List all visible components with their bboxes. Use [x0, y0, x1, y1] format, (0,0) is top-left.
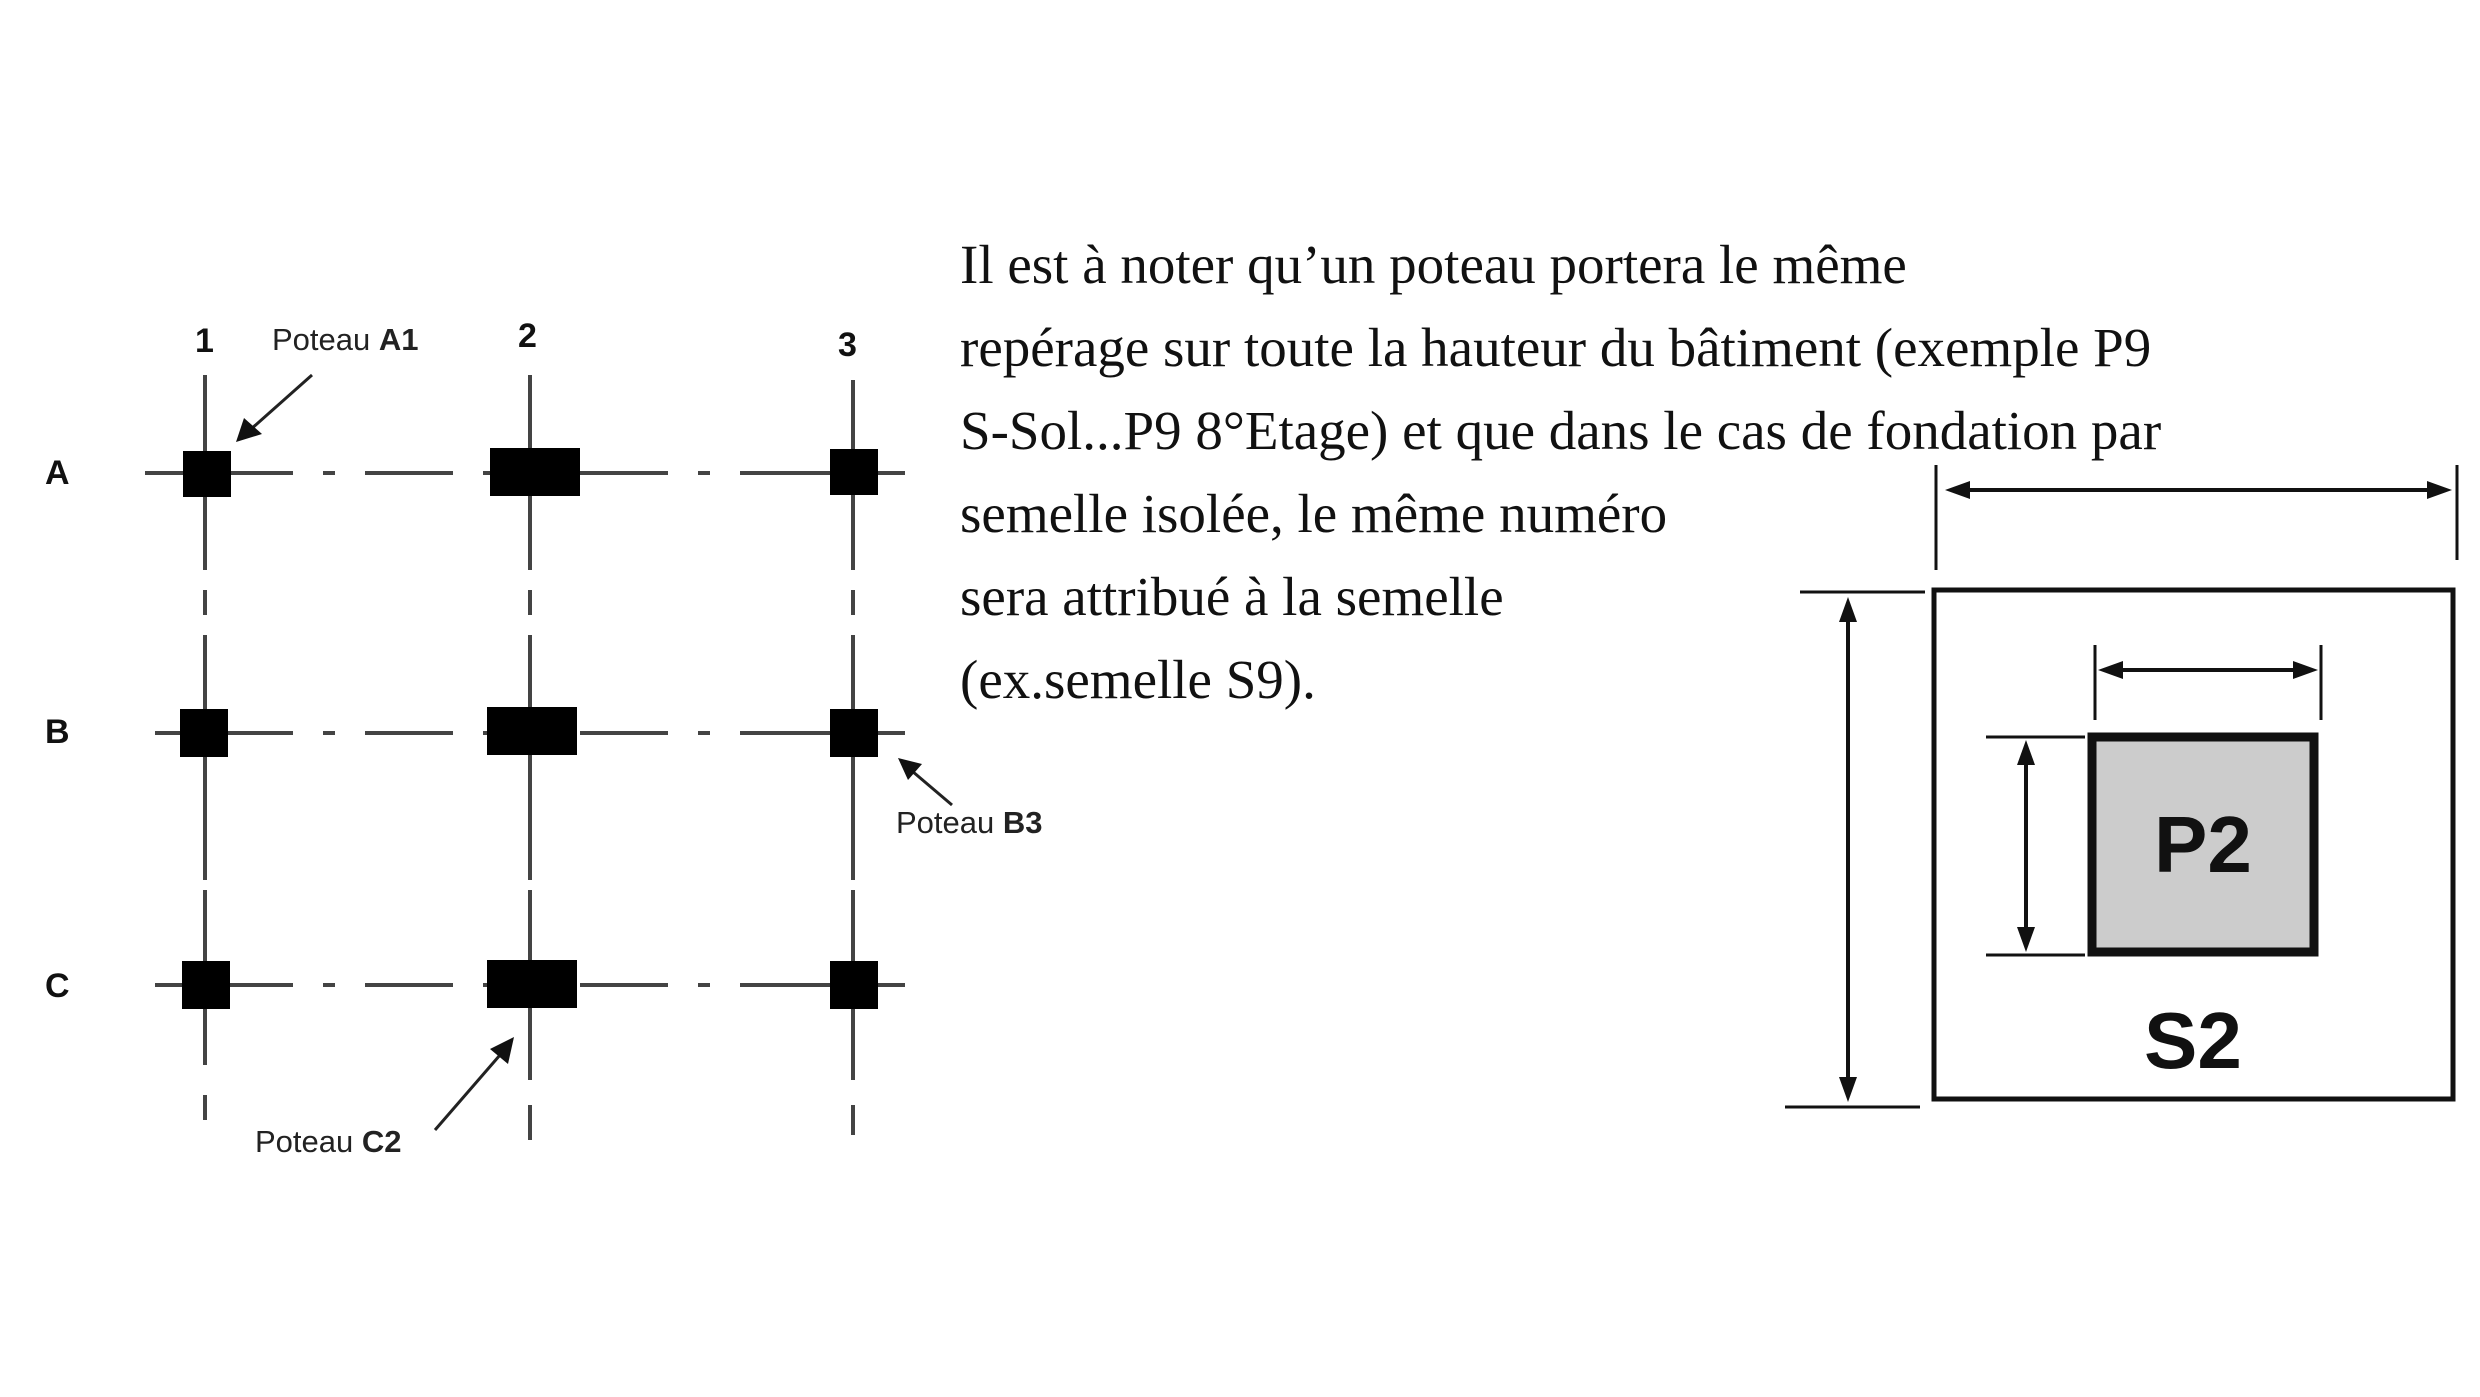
leader-a1: [250, 375, 312, 430]
callout-poteau-b3: Poteau B3: [896, 805, 1043, 840]
column-b1: [180, 709, 228, 757]
footing-detail: [1785, 465, 2457, 1107]
note-line-5: sera attribué à la semelle: [960, 566, 1504, 627]
arrowhead-c2: [490, 1037, 514, 1064]
footing-height-arrow-top: [1839, 597, 1857, 622]
footing-width-arrow-left: [1945, 481, 1970, 499]
footing-label: S2: [2144, 996, 2242, 1085]
column-b2: [487, 707, 577, 755]
note-line-4: semelle isolée, le même numéro: [960, 483, 1668, 544]
column-c3: [830, 961, 878, 1009]
row-letter-a: A: [45, 454, 70, 492]
column-a1: [183, 451, 231, 497]
column-c1: [182, 961, 230, 1009]
footing-height-arrow-bottom: [1839, 1077, 1857, 1102]
column-a3: [830, 449, 878, 495]
note-line-3: S-Sol...P9 8°Etage) et que dans le cas de fondation par: [960, 400, 2162, 461]
column-b3: [830, 709, 878, 757]
column-number-1: 1: [195, 322, 214, 360]
callout-poteau-a1: Poteau A1: [272, 322, 419, 357]
pier-label: P2: [2154, 800, 2252, 889]
column-c2: [487, 960, 577, 1008]
note-line-2: repérage sur toute la hauteur du bâtiment (exemple P9: [960, 317, 2152, 378]
row-letter-b: B: [45, 713, 70, 751]
note-line-6: (ex.semelle S9).: [960, 649, 1316, 710]
leader-c2: [435, 1055, 500, 1130]
leader-b3: [912, 771, 952, 805]
footing-width-arrow-right: [2427, 481, 2452, 499]
column-number-3: 3: [838, 326, 857, 364]
note-line-1: Il est à noter qu’un poteau portera le même: [960, 234, 1907, 295]
column-a2: [490, 448, 580, 496]
column-number-2: 2: [518, 317, 537, 355]
column-grid-plan: [45, 317, 1043, 1159]
callout-poteau-c2: Poteau C2: [255, 1124, 402, 1159]
row-letter-c: C: [45, 967, 70, 1005]
